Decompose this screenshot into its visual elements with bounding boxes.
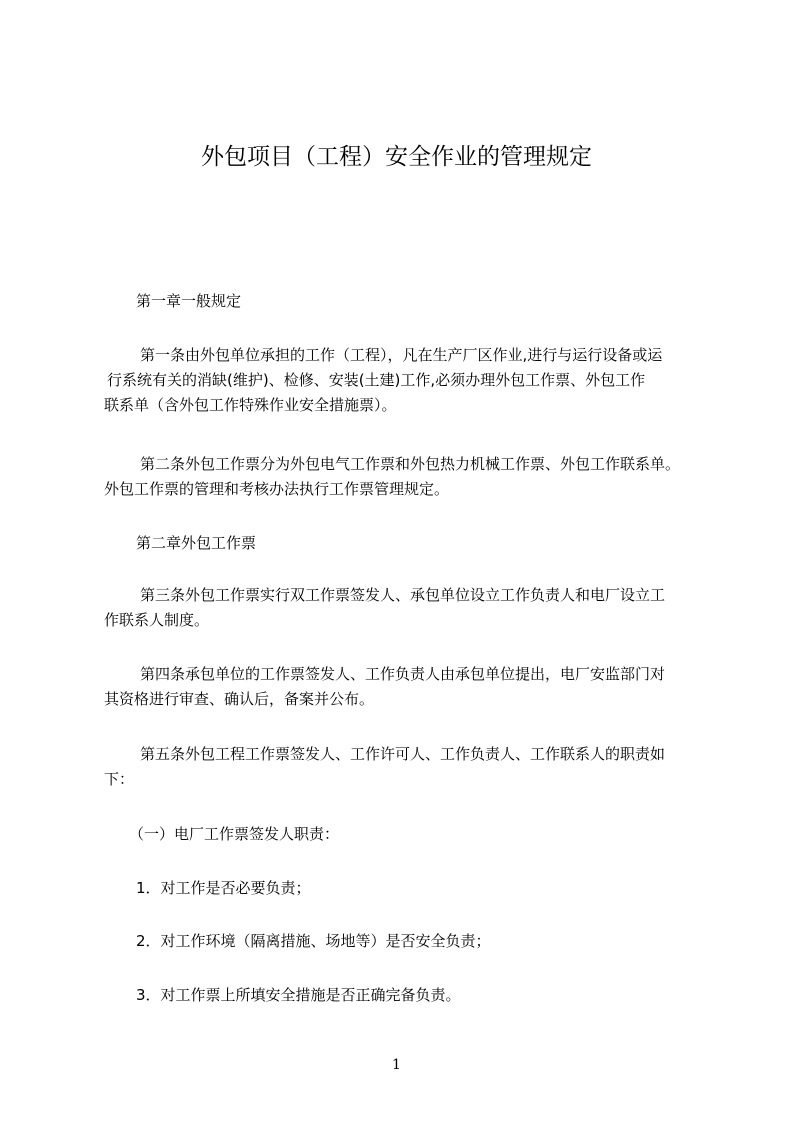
chapter-2-heading: 第二章外包工作票 <box>136 534 257 552</box>
article-4-line-1: 第四条承包单位的工作票签发人、工作负责人由承包单位提出，电厂安监部门对 <box>140 665 666 683</box>
list-item-1: 1．对工作是否必要负责； <box>136 879 311 897</box>
article-3 <box>104 583 704 633</box>
article-3-line-1: 第三条外包工作票实行双工作票签发人、承包单位设立工作负责人和电厂设立工 <box>140 586 666 604</box>
article-1-line-2: 行系统有关的消缺(维护)、检修、安装(土建)工作,必须办理外包工作票、外包工作 <box>107 371 646 389</box>
list-item-3: 3．对工作票上所填安全措施是否正确完备负责。 <box>136 986 461 1004</box>
article-3-line-2: 作联系人制度。 <box>104 611 210 629</box>
page-number: 1 <box>392 1057 401 1073</box>
article-5 <box>104 742 704 792</box>
list-item-2: 2．对工作环境（隔离措施、场地等）是否安全负责； <box>136 932 491 950</box>
article-1-line-1: 第一条由外包单位承担的工作（工程），凡在生产厂区作业,进行与运行设备或运 <box>140 346 663 364</box>
article-5-line-1: 第五条外包工程工作票签发人、工作许可人、工作负责人、工作联系人的职责如 <box>140 745 666 763</box>
article-1-line-3: 联系单（含外包工作特殊作业安全措施票）。 <box>104 396 397 414</box>
article-4 <box>104 662 704 712</box>
article-4-line-2: 其资格进行审查、确认后，备案并公布。 <box>104 690 375 708</box>
section-1-heading: （一）电厂工作票签发人职责： <box>129 825 340 843</box>
article-2 <box>104 452 704 502</box>
chapter-1-heading: 第一章一般规定 <box>136 292 242 310</box>
article-5-line-2: 下： <box>104 770 135 788</box>
document-title: 外包项目（工程）安全作业的管理规定 <box>201 144 592 170</box>
article-2-line-2: 外包工作票的管理和考核办法执行工作票管理规定。 <box>104 480 450 498</box>
article-2-line-1: 第二条外包工作票分为外包电气工作票和外包热力机械工作票、外包工作联系单。 <box>140 455 681 473</box>
article-1 <box>104 343 704 418</box>
